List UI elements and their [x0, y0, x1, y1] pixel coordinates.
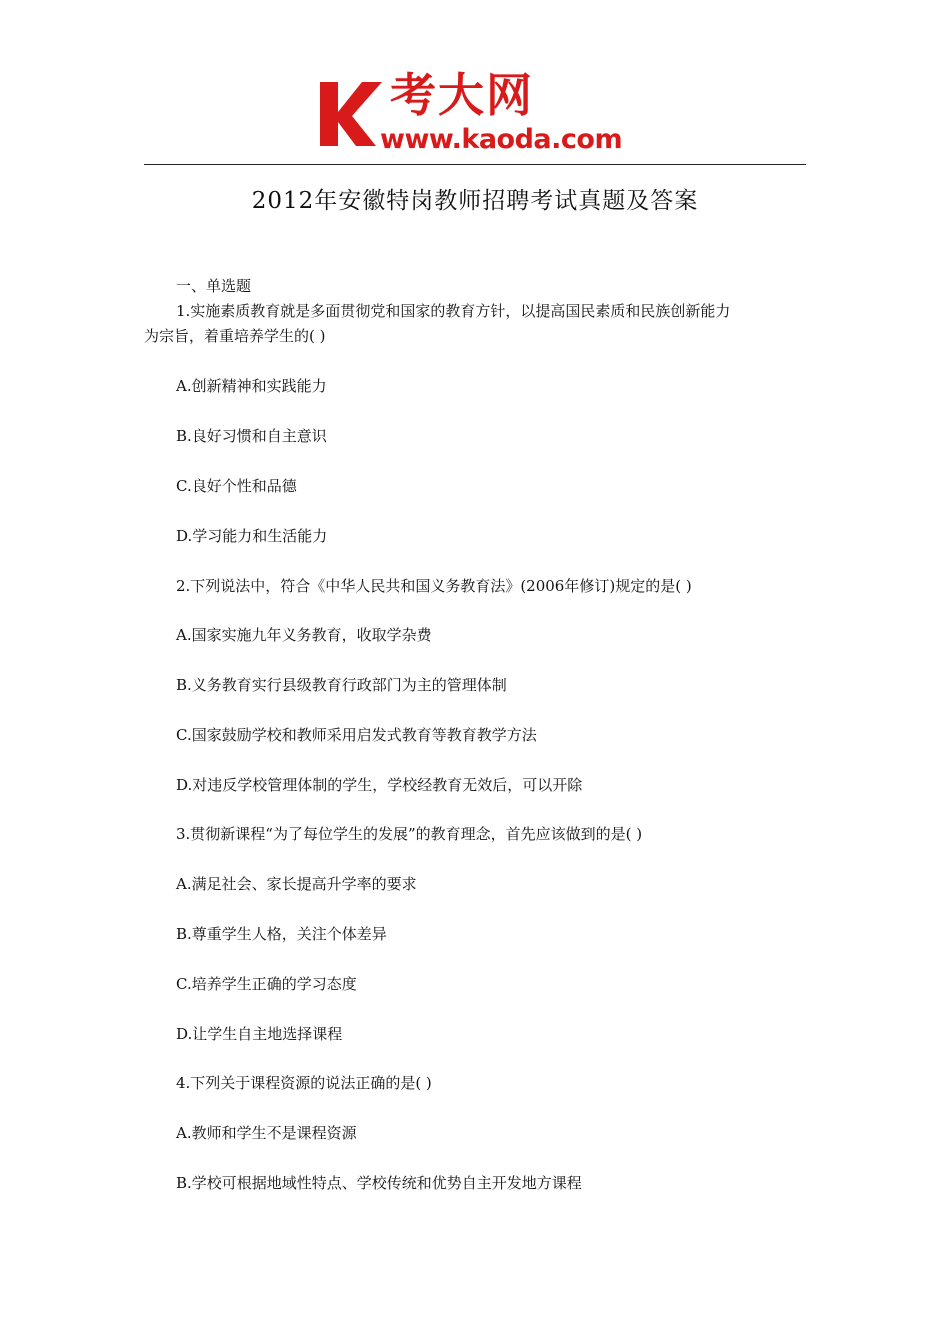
question-1-option-a: A.创新精神和实践能力 — [176, 377, 327, 395]
kaoda-logo — [318, 68, 648, 160]
question-4-stem: 4.下列关于课程资源的说法正确的是( ) — [176, 1074, 432, 1092]
question-3-stem: 3.贯彻新课程“为了每位学生的发展”的教育理念，首先应该做到的是( ) — [176, 825, 643, 843]
question-2-option-c: C.国家鼓励学校和教师采用启发式教育等教育教学方法 — [176, 726, 537, 744]
question-2-option-a: A.国家实施九年义务教育，收取学杂费 — [176, 626, 432, 644]
question-4-option-a: A.教师和学生不是课程资源 — [176, 1124, 357, 1142]
question-1-stem-line-2: 为宗旨，着重培养学生的( ) — [144, 327, 326, 345]
question-3-option-d: D.让学生自主地选择课程 — [176, 1025, 343, 1043]
question-3-option-a: A.满足社会、家长提高升学率的要求 — [176, 875, 417, 893]
section-heading: 一、单选题 — [176, 277, 252, 295]
logo-url-text: www.kaoda.com — [380, 124, 623, 155]
question-3-option-b: B.尊重学生人格，关注个体差异 — [176, 925, 387, 943]
question-4-option-b: B.学校可根据地域性特点、学校传统和优势自主开发地方课程 — [176, 1174, 582, 1192]
question-1-option-c: C.良好个性和品德 — [176, 477, 297, 495]
question-3-option-c: C.培养学生正确的学习态度 — [176, 975, 357, 993]
question-1-stem-line-1: 1.实施素质教育就是多面贯彻党和国家的教育方针，以提高国民素质和民族创新能力 — [176, 302, 731, 320]
k-logo-icon — [318, 78, 388, 150]
question-2-stem: 2.下列说法中，符合《中华人民共和国义务教育法》(2006年修订)规定的是( ) — [176, 577, 692, 595]
question-2-option-d: D.对违反学校管理体制的学生，学校经教育无效后，可以开除 — [176, 776, 583, 794]
header-divider — [144, 164, 806, 165]
question-1-option-d: D.学习能力和生活能力 — [176, 527, 328, 545]
logo-brand-text: 考大网 — [390, 68, 534, 122]
question-2-option-b: B.义务教育实行县级教育行政部门为主的管理体制 — [176, 676, 507, 694]
document-title: 2012年安徽特岗教师招聘考试真题及答案 — [251, 188, 699, 214]
question-1-option-b: B.良好习惯和自主意识 — [176, 427, 327, 445]
